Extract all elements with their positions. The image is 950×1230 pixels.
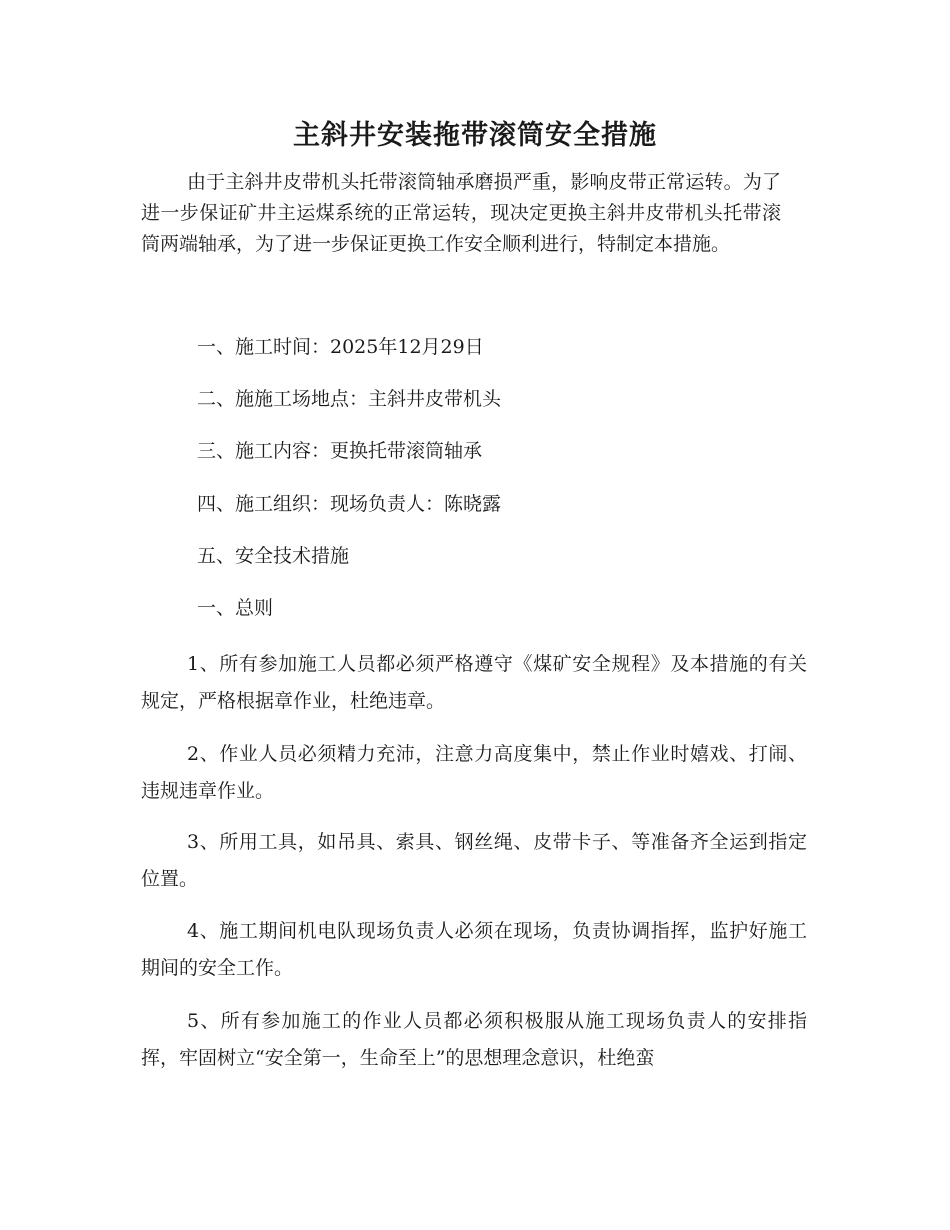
rule-item-2: 2、作业人员必须精力充沛，注意力高度集中，禁止作业时嬉戏、打闹、违规违章作业。 [141,743,807,802]
section-construction-site: 二、施施工场地点：主斜井皮带机头 [197,388,502,410]
rule-item-4: 4、施工期间机电队现场负责人必须在现场，负责协调指挥，监护好施工期间的安全工作。 [141,920,807,979]
section-construction-organization: 四、施工组织：现场负责人：陈晓露 [197,493,502,515]
rule-item-3: 3、所用工具，如吊具、索具、钢丝绳、皮带卡子、等准备齐全运到指定位置。 [141,831,807,890]
section-safety-measures: 五、安全技术措施 [197,545,350,567]
section-construction-time: 一、施工时间：2025年12月29日 [197,336,484,358]
section-general: 一、总则 [197,597,274,619]
rule-item-5: 5、所有参加施工的作业人员都必须积极服从施工现场负责人的安排指挥，牢固树立“安全第一，生命至上”的思想理念意识，杜绝蛮 [141,1010,807,1069]
intro-paragraph: 由于主斜井皮带机头托带滚筒轴承磨损严重，影响皮带正常运转。为了进一步保证矿井主运煤系统的正常运转，现决定更换主斜井皮带机头托带滚筒两端轴承，为了进一步保证更换工作安全顺利进行，特制定本措施。 [141,171,781,255]
section-construction-content: 三、施工内容：更换托带滚筒轴承 [197,440,483,462]
rule-item-1: 1、所有参加施工人员都必须严格遵守《煤矿安全规程》及本措施的有关规定，严格根据章作业，杜绝违章。 [141,653,807,712]
document-title: 主斜井安装拖带滚筒安全措施 [293,120,657,151]
